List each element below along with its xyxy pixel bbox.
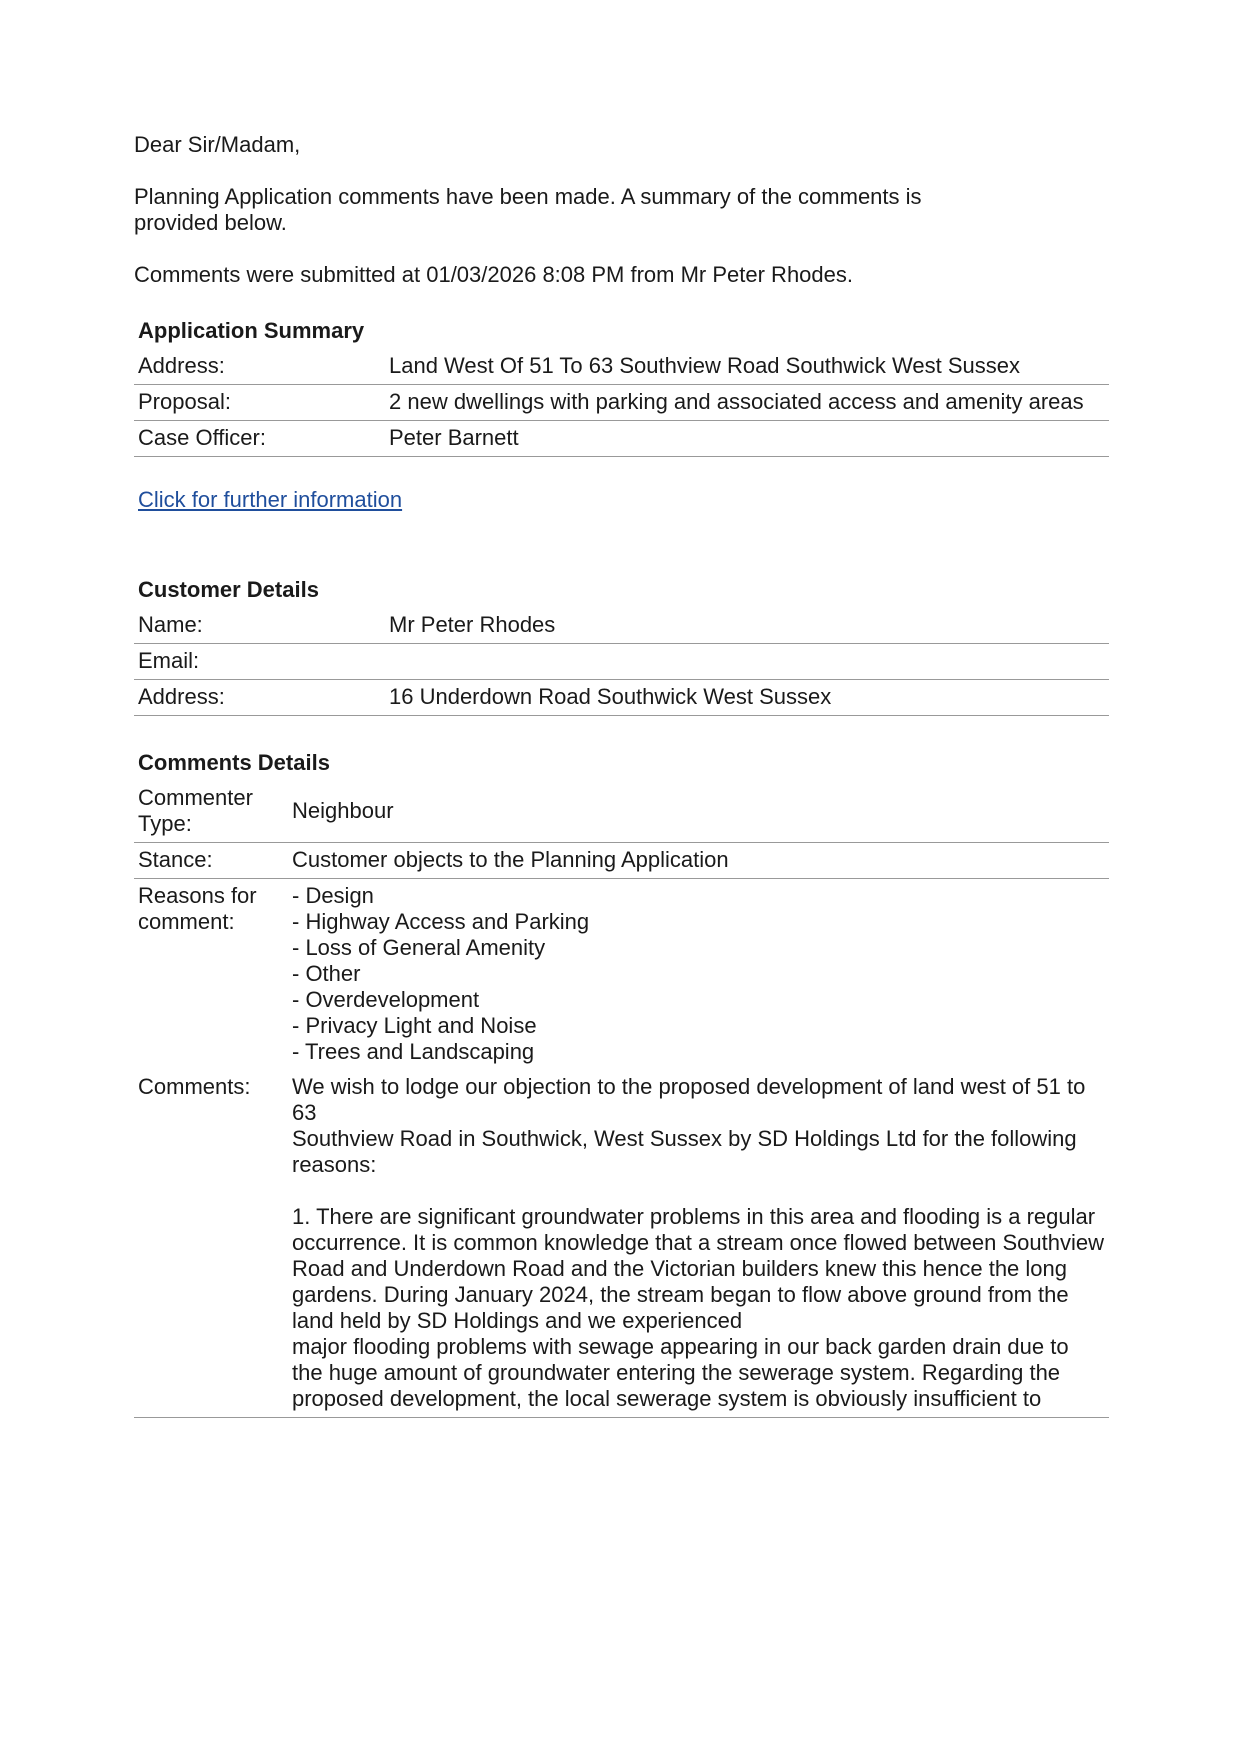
application-summary-table xyxy=(134,349,1109,457)
table-row xyxy=(134,608,1109,644)
reasons-value xyxy=(288,879,1109,1071)
table-row xyxy=(134,1070,1109,1418)
list-item: - Loss of General Amenity xyxy=(292,935,546,960)
case-officer-value: Peter Barnett xyxy=(385,421,1109,457)
table-row xyxy=(134,843,1109,879)
letter-page xyxy=(134,132,1109,1418)
case-officer-label: Case Officer: xyxy=(134,421,385,457)
customer-address-label: Address: xyxy=(134,680,385,716)
intro-text: Planning Application comments have been made. A summary of the comments is provided below. xyxy=(134,184,922,235)
stance-label: Stance: xyxy=(134,843,288,879)
list-item: - Highway Access and Parking xyxy=(292,909,590,934)
address-label: Address: xyxy=(134,349,385,385)
name-label: Name: xyxy=(134,608,385,644)
name-value: Mr Peter Rhodes xyxy=(385,608,1109,644)
stance-value: Customer objects to the Planning Application xyxy=(288,843,1109,879)
list-item: - Privacy Light and Noise xyxy=(292,1013,537,1038)
table-row xyxy=(134,349,1109,385)
comment-paragraph: Southview Road in Southwick, West Sussex by SD Holdings Ltd for the following reasons: xyxy=(292,1126,1077,1177)
further-information-link[interactable]: Click for further information xyxy=(138,487,403,512)
proposal-label: Proposal: xyxy=(134,385,385,421)
proposal-value: 2 new dwellings with parking and associated access and amenity areas xyxy=(385,385,1109,421)
commenter-type-label: Commenter Type: xyxy=(134,781,288,843)
email-value xyxy=(385,644,1109,680)
table-row xyxy=(134,680,1109,716)
reasons-label: Reasons for comment: xyxy=(138,883,257,934)
comment-paragraph: We wish to lodge our objection to the proposed development of land west of 51 to 63 xyxy=(292,1074,1086,1125)
table-row xyxy=(134,644,1109,680)
application-summary-title: Application Summary xyxy=(138,318,365,343)
customer-address-value: 16 Underdown Road Southwick West Sussex xyxy=(385,680,1109,716)
commenter-type-value: Neighbour xyxy=(288,781,1109,843)
comments-label: Comments: xyxy=(134,1070,288,1418)
list-item: - Overdevelopment xyxy=(292,987,480,1012)
table-row xyxy=(134,385,1109,421)
comments-details-title: Comments Details xyxy=(138,750,330,775)
comments-details-table xyxy=(134,781,1109,1418)
table-row xyxy=(134,879,1109,1071)
customer-details-title: Customer Details xyxy=(138,577,319,602)
list-item: - Other xyxy=(292,961,361,986)
list-item: - Design xyxy=(292,883,374,908)
table-row xyxy=(134,421,1109,457)
table-row xyxy=(134,781,1109,843)
greeting: Dear Sir/Madam, xyxy=(134,132,301,157)
list-item: - Trees and Landscaping xyxy=(292,1039,535,1064)
email-label: Email: xyxy=(134,644,385,680)
customer-details-table xyxy=(134,608,1109,716)
reasons-list xyxy=(292,883,1105,1065)
comments-value xyxy=(288,1070,1109,1418)
submitted-text: Comments were submitted at 01/03/2026 8:08 PM from Mr Peter Rhodes. xyxy=(134,262,853,287)
comment-paragraph: 1. There are significant groundwater problems in this area and flooding is a regular occurrence. It is common knowledge that a stream once flowed between Southview Road and Underdown Road and the Victorian builders knew this hence the long gardens. During January 2024, the stream began to flow above ground from the land held by SD Holdings and we experienced xyxy=(292,1204,1104,1333)
comment-paragraph: major flooding problems with sewage appearing in our back garden drain due to the huge amount of groundwater entering the sewerage system. Regarding the proposed development, the local sewerage system is obviously insufficient to xyxy=(292,1334,1069,1411)
address-value: Land West Of 51 To 63 Southview Road Southwick West Sussex xyxy=(385,349,1109,385)
